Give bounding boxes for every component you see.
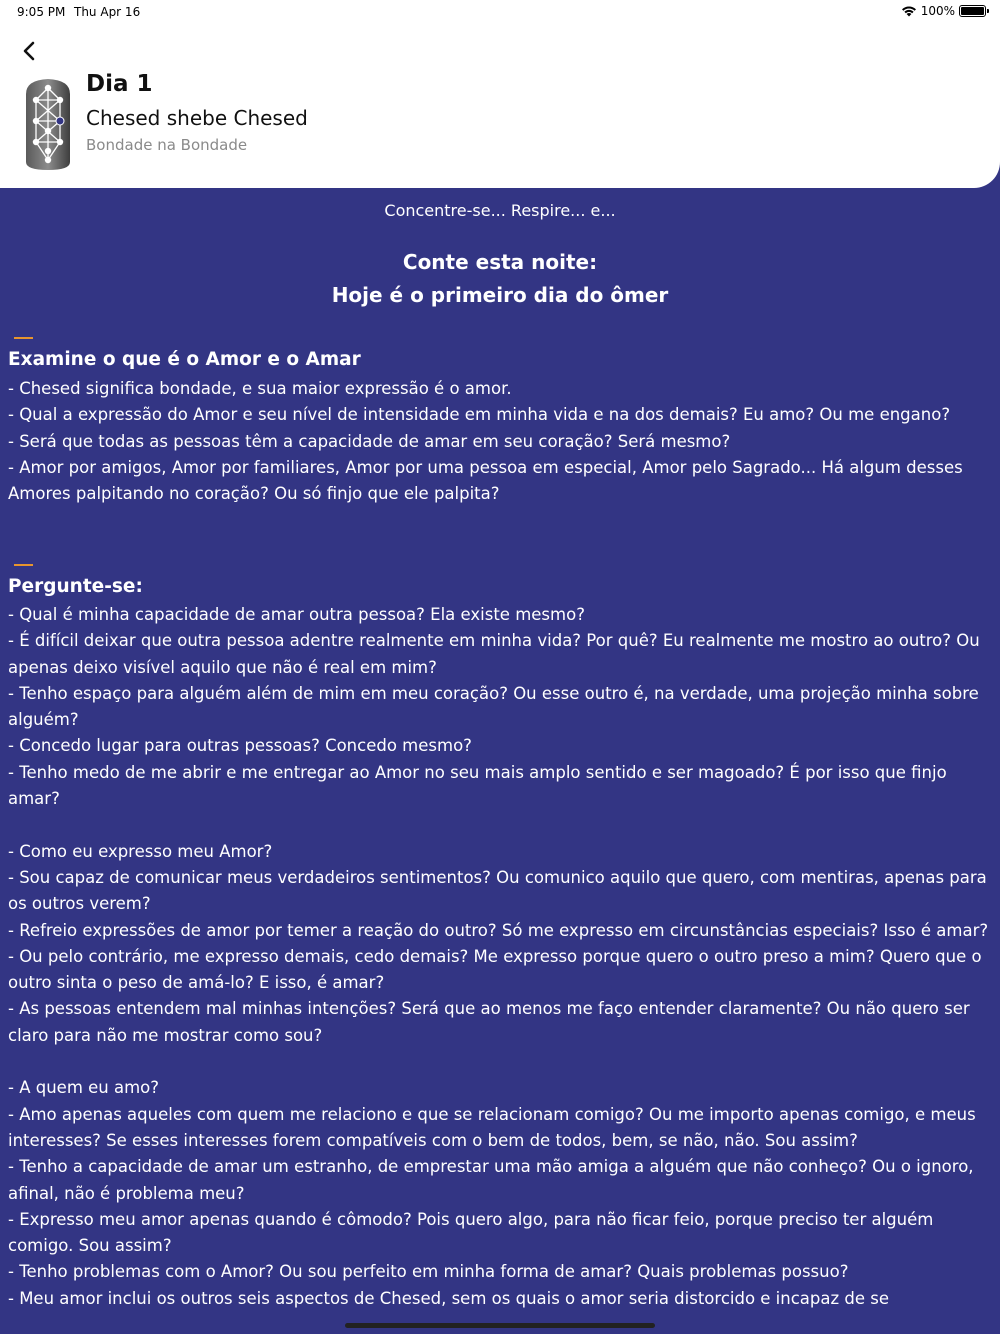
status-time: 9:05 PM (17, 5, 66, 19)
intro-text: Concentre-se... Respire... e... (384, 201, 616, 220)
section-text-ask: - Qual é minha capacidade de amar outra pessoa? Ela existe mesmo? - É difícil deixar que outra pessoa adentre realmente em minha vida? Por quê? Eu realmente me mostro ao outro? Ou apenas deixo visível aquilo que não é real em mim? - Tenho espaço para alguém além de mim em meu coração? Ou esse outro é, na verdade, uma projeção minha sobre alguém? - Concedo lugar para outras pessoas? Concedo mesmo? - Tenho medo de me abrir e me entregar ao Amor no seu mais amplo sentido e ser magoado? É por isso que finjo amar? - Como eu expresso meu Amor? - Sou capaz de comunicar meus verdadeiros sentimentos? Ou comunico aquilo que quero, com mentiras, apenas para os outros verem? - Refreio expressões de amor por temer a reação do outro? Só me expresso em circunstâncias especiais? Isso é amar? - Ou pelo contrário, me expresso demais, cedo demais? Me expresso porque quero o outro preso a mim? Quero que o outro sinta o peso de amá-lo? E isso, é amar? - As pessoas entendem mal minhas intenções? Será que ao menos me faço entender claramente? Ou não quero ser claro para não me mostrar como sou? - A quem eu amo? - Amo apenas aqueles com quem me relaciono e que se relacionam comigo? Ou me importo apenas comigo, e meus interesses? Se esses interesses forem compatíveis com o bem de todos, bem, se não, não. Sou assim? - Tenho a capacidade de amar um estranho, de emprestar uma mão amiga a alguém que não conheço? Ou o ignoro, afinal, não é problema meu? - Expresso meu amor apenas quando é cômodo? Pois quero algo, para não ficar feio, porque preciso ter alguém comigo. Sou assim? - Tenho problemas com o Amor? Ou sou perfeito em minha forma de amar? Quais problemas possuo? - Meu amor inclui os outros seis aspectos de Chesed, sem os quais o amor seria distorcido e incapaz de se (8, 605, 989, 1308)
wifi-icon (901, 5, 917, 17)
count-line-2: Hoje é o primeiro dia do ômer (331, 283, 669, 307)
count-line-1: Conte esta noite: (402, 250, 598, 274)
home-indicator[interactable] (345, 1323, 655, 1328)
battery-icon (959, 5, 986, 17)
section-heading-ask: Pergunte-se: (8, 576, 143, 597)
sefira-translation: Bondade na Bondade (86, 136, 248, 154)
status-date: Thu Apr 16 (74, 5, 141, 19)
section-heading-examine: Examine o que é o Amor e o Amar (8, 349, 361, 370)
sefira-name: Chesed shebe Chesed (86, 106, 308, 130)
day-header (0, 0, 1000, 188)
tree-of-life-emblem (22, 76, 74, 172)
battery-percent: 100% (920, 4, 955, 18)
section-text-examine: - Chesed significa bondade, e sua maior expressão é o amor. - Qual a expressão do Amor e seu nível de intensidade em minha vida e na dos demais? Eu amo? Ou me engano? - Será que todas as pessoas têm a capacidade de amar em seu coração? Será mesmo? - Amor por amigos, Amor por familiares, Amor por uma pessoa em especial, Amor pelo Sagrado... Há algum desses Amores palpitando no coração? Ou só finjo que ele palpita? (8, 379, 963, 504)
section-divider (14, 337, 33, 339)
day-title: Dia 1 (86, 71, 153, 97)
section-divider (14, 564, 33, 566)
count-instruction (0, 246, 1000, 312)
status-bar (0, 0, 1000, 24)
back-chevron-icon[interactable] (16, 36, 44, 66)
status-right (901, 4, 986, 18)
